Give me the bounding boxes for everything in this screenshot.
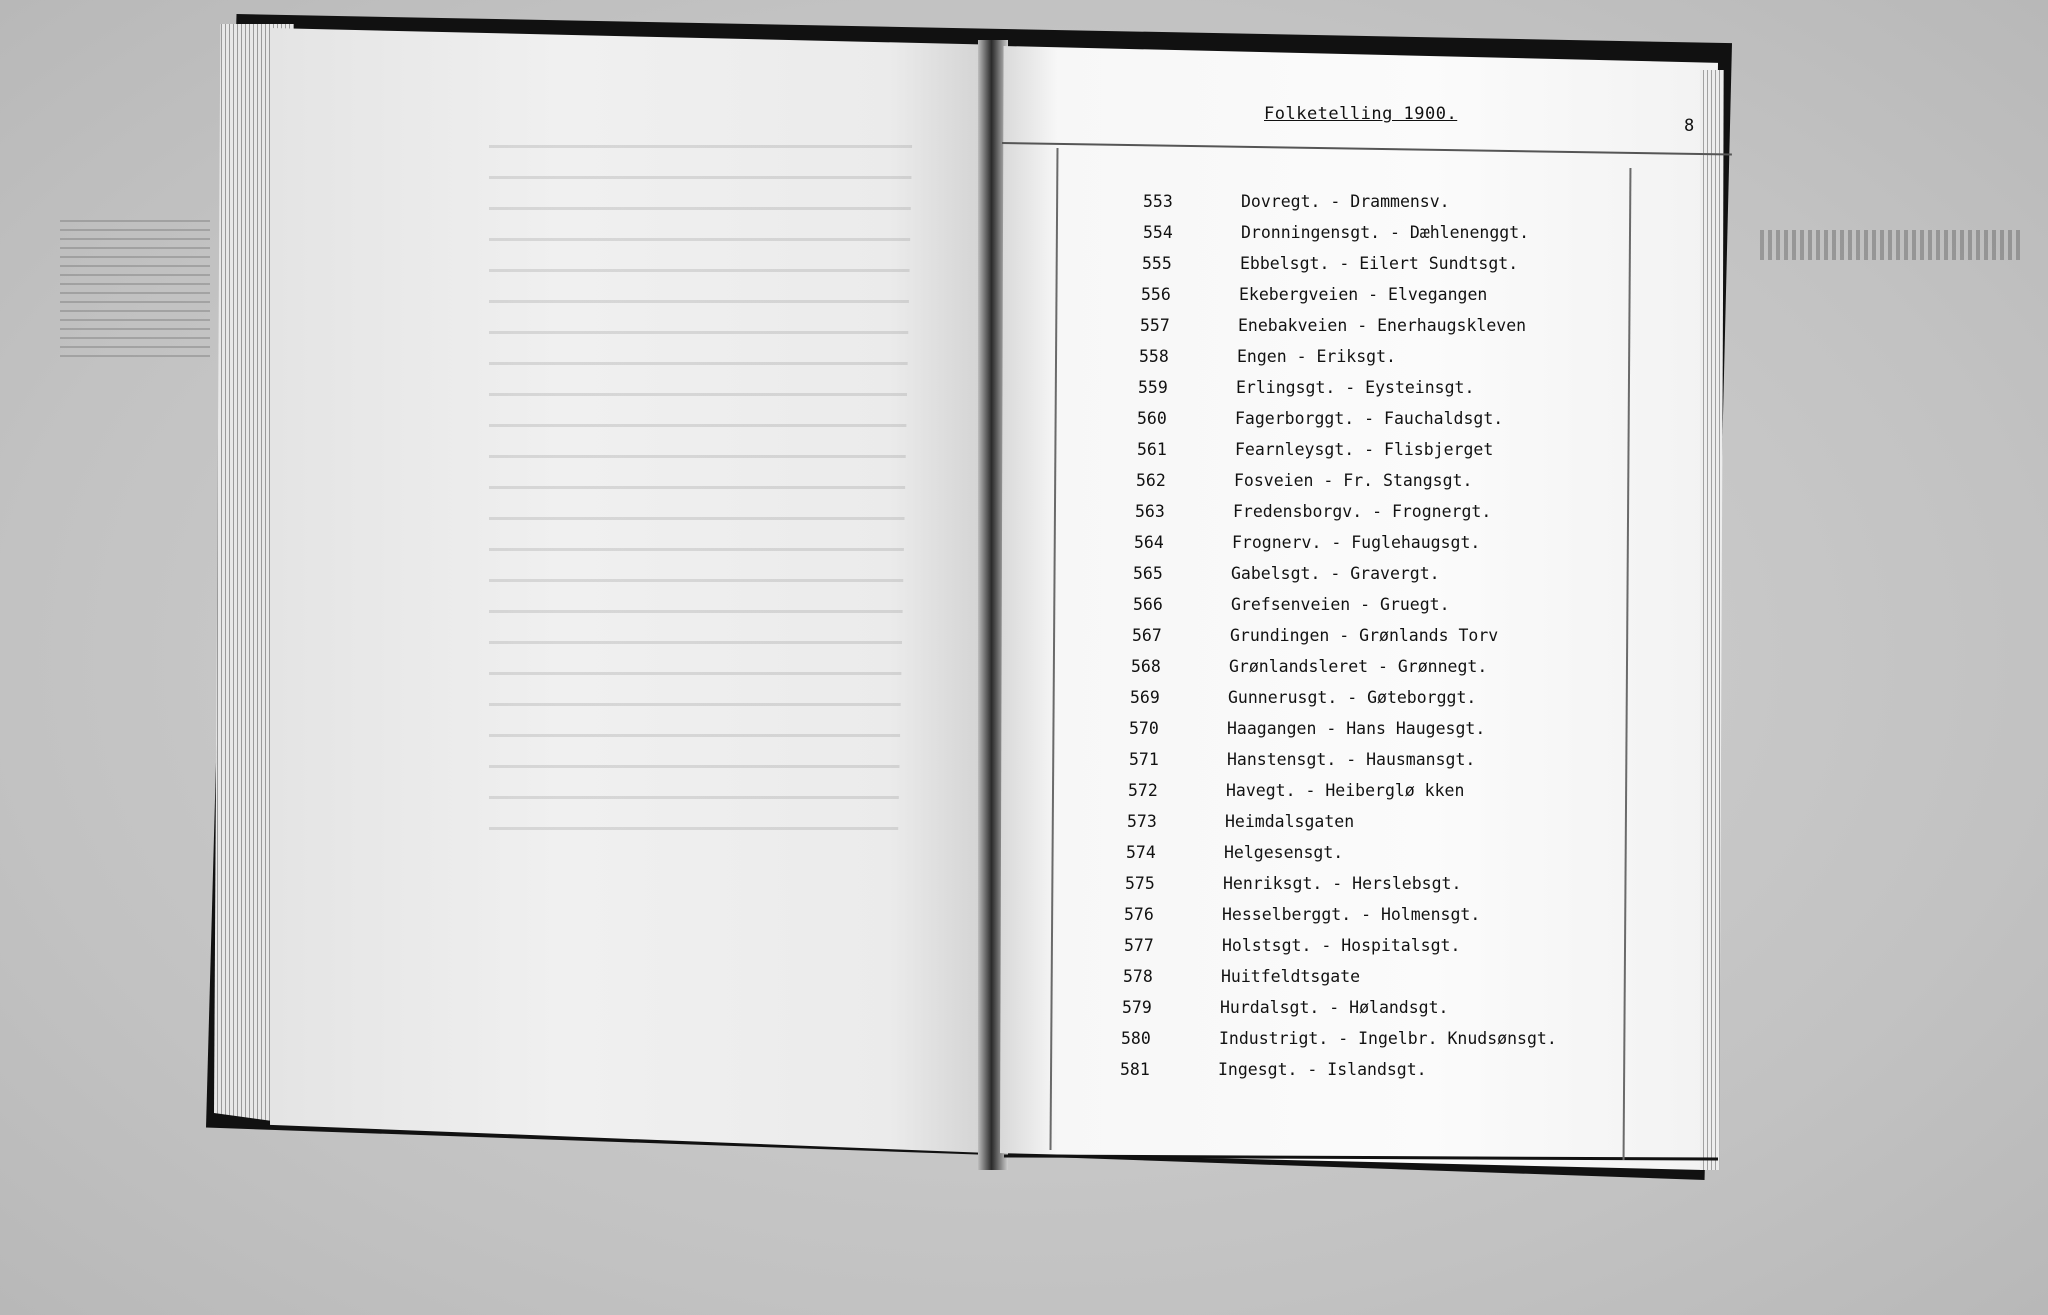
list-item xyxy=(1132,626,1498,645)
entry-text: Dovregt. - Drammensv. xyxy=(1241,192,1450,211)
list-item xyxy=(1130,688,1476,707)
entry-number: 571 xyxy=(1129,750,1159,769)
entry-text: Enebakveien - Enerhaugskleven xyxy=(1238,316,1527,335)
entry-number: 561 xyxy=(1137,440,1167,459)
entry-text: Hesselberggt. - Holmensgt. xyxy=(1222,905,1481,924)
entry-text: Frognerv. - Fuglehaugsgt. xyxy=(1232,533,1481,552)
list-item xyxy=(1122,998,1448,1017)
entry-number: 555 xyxy=(1142,254,1172,273)
entry-number: 565 xyxy=(1133,564,1163,583)
entry-number: 574 xyxy=(1126,843,1156,862)
entry-text: Dronningensgt. - Dæhlenenggt. xyxy=(1241,223,1530,242)
entry-number: 560 xyxy=(1137,409,1167,428)
entry-text: Engen - Eriksgt. xyxy=(1237,347,1396,366)
entry-number: 572 xyxy=(1128,781,1158,800)
list-item xyxy=(1123,967,1360,986)
list-item xyxy=(1120,1060,1427,1079)
entry-text: Heimdalsgaten xyxy=(1225,812,1355,831)
entry-number: 557 xyxy=(1140,316,1170,335)
entry-number: 577 xyxy=(1124,936,1154,955)
list-item xyxy=(1133,564,1440,583)
entry-number: 562 xyxy=(1136,471,1166,490)
list-item xyxy=(1129,750,1475,769)
list-item xyxy=(1137,409,1503,428)
list-item xyxy=(1143,223,1529,242)
list-item xyxy=(1136,471,1472,490)
entry-text: Grundingen - Grønlands Torv xyxy=(1230,626,1499,645)
list-item xyxy=(1125,874,1461,893)
entry-number: 553 xyxy=(1143,192,1173,211)
list-item xyxy=(1128,781,1464,800)
entry-text: Fearnleysgt. - Flisbjerget xyxy=(1235,440,1494,459)
entry-text: Helgesensgt. xyxy=(1224,843,1344,862)
list-item xyxy=(1134,533,1480,552)
list-item xyxy=(1141,285,1487,304)
list-item xyxy=(1124,905,1480,924)
list-item xyxy=(1126,843,1343,862)
entry-number: 581 xyxy=(1120,1060,1150,1079)
entry-number: 576 xyxy=(1124,905,1154,924)
entry-text: Huitfeldtsgate xyxy=(1221,967,1361,986)
entry-number: 580 xyxy=(1121,1029,1151,1048)
entry-text: Henriksgt. - Herslebsgt. xyxy=(1223,874,1462,893)
entry-text: Hanstensgt. - Hausmansgt. xyxy=(1227,750,1476,769)
entry-text: Ekebergveien - Elvegangen xyxy=(1239,285,1488,304)
list-item xyxy=(1133,595,1450,614)
list-item xyxy=(1129,719,1485,738)
list-item xyxy=(1140,316,1526,335)
list-item xyxy=(1135,502,1491,521)
entry-number: 556 xyxy=(1141,285,1171,304)
entry-text: Gunnerusgt. - Gøteborggt. xyxy=(1228,688,1477,707)
entry-number: 568 xyxy=(1131,657,1161,676)
entry-text: Holstsgt. - Hospitalsgt. xyxy=(1222,936,1461,955)
entry-text: Grønlandsleret - Grønnegt. xyxy=(1229,657,1488,676)
list-item xyxy=(1139,347,1396,366)
entry-text: Ebbelsgt. - Eilert Sundtsgt. xyxy=(1240,254,1519,273)
entry-number: 573 xyxy=(1127,812,1157,831)
page-title: Folketelling 1900. xyxy=(1264,104,1458,124)
list-item xyxy=(1127,812,1354,831)
entry-text: Fosveien - Fr. Stangsgt. xyxy=(1234,471,1473,490)
list-item xyxy=(1131,657,1487,676)
entry-number: 575 xyxy=(1125,874,1155,893)
entry-number: 566 xyxy=(1133,595,1163,614)
entry-number: 563 xyxy=(1135,502,1165,521)
entry-text: Grefsenveien - Gruegt. xyxy=(1231,595,1450,614)
entry-number: 569 xyxy=(1130,688,1160,707)
entry-number: 570 xyxy=(1129,719,1159,738)
entry-text: Hurdalsgt. - Hølandsgt. xyxy=(1220,998,1449,1017)
entry-text: Erlingsgt. - Eysteinsgt. xyxy=(1236,378,1475,397)
entry-text: Industrigt. - Ingelbr. Knudsønsgt. xyxy=(1219,1029,1557,1048)
entry-text: Gabelsgt. - Gravergt. xyxy=(1231,564,1440,583)
entry-text: Ingesgt. - Islandsgt. xyxy=(1218,1060,1427,1079)
entry-text: Fredensborgv. - Frognergt. xyxy=(1233,502,1492,521)
page-number: 8 xyxy=(1684,116,1695,136)
entry-text: Havegt. - Heiberglø kken xyxy=(1226,781,1465,800)
entry-number: 564 xyxy=(1134,533,1164,552)
list-item xyxy=(1138,378,1474,397)
entry-number: 567 xyxy=(1132,626,1162,645)
list-item xyxy=(1121,1029,1557,1048)
list-item xyxy=(1143,192,1450,211)
entry-number: 554 xyxy=(1143,223,1173,242)
entry-number: 578 xyxy=(1123,967,1153,986)
entry-text: Fagerborggt. - Fauchaldsgt. xyxy=(1235,409,1504,428)
list-item xyxy=(1137,440,1493,459)
list-item xyxy=(1124,936,1460,955)
entry-number: 579 xyxy=(1122,998,1152,1017)
entry-text: Haagangen - Hans Haugesgt. xyxy=(1227,719,1486,738)
list-item xyxy=(1142,254,1518,273)
entry-number: 559 xyxy=(1138,378,1168,397)
entry-number: 558 xyxy=(1139,347,1169,366)
